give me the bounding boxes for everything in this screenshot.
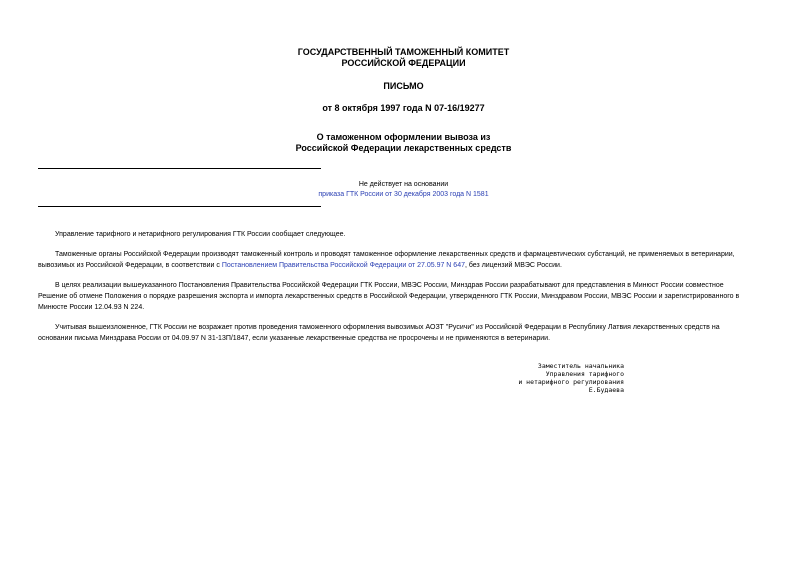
divider-top: [38, 168, 321, 169]
paragraph-3-line-2: Решение об отмене Положения о порядке разрешения экспорта и импорта лекарственных средств в Российской Федерации, утвержденного ГТК России, Минздравом России, МВЭС России и зарегистрированного в: [38, 293, 740, 300]
paragraph-2-line-2-end: , без лицензий МВЭС России.: [464, 262, 562, 269]
signature-position-line-1: Заместитель начальника: [537, 362, 624, 370]
signature-position-line-2: Управления тарифного: [545, 370, 624, 378]
paragraph-intro: [38, 229, 774, 240]
document-date-number: от 8 октября 1997 года N 07-16/19277: [322, 103, 485, 113]
paragraph-3-line-3: Минюсте России 12.04.93 N 224.: [38, 304, 145, 311]
document-title-line-1: О таможенном оформлении вывоза из: [316, 132, 491, 142]
paragraph-2-line-1: Таможенные органы Российской Федерации производят таможенный контроль и проводят таможенное оформление лекарственных средств и фармацевтических субстанций, не применяемых в ветеринарии,: [55, 251, 735, 258]
signature-position-line-3: и нетарифного регулирования: [518, 378, 624, 386]
paragraph-3-cont-1: [38, 291, 774, 302]
paragraph-3-line-1: В целях реализации вышеуказанного Постановления Правительства Российской Федерации ГТК России, МВЭС России, Минздрав России разрабатывают для представления в Минюст России совместное: [55, 282, 724, 289]
divider-bottom: [38, 206, 321, 207]
issuer-line-2: РОССИЙСКОЙ ФЕДЕРАЦИИ: [341, 58, 466, 68]
paragraph-2-cont: [38, 260, 774, 271]
paragraph-4-line-1: Учитывая вышеизложенное, ГТК России не возражает против проведения таможенного оформления вывозимых АОЗТ "Русичи" из Российской Федерации в Республику Латвия лекарственных средств на: [55, 324, 720, 331]
paragraph-3: [38, 280, 774, 291]
paragraph-2-line-2-start: вывозимых из Российской Федерации, в соответствии с: [38, 262, 222, 269]
paragraph-intro-text: Управление тарифного и нетарифного регулирования ГТК России сообщает следующее.: [55, 231, 346, 238]
signatory-name: Е.Будаева: [588, 386, 624, 394]
paragraph-4-line-2: основании письма Минздрава России от 04.09.97 N 31-13П/1847, если указанные лекарственные средства не просрочены и не применяются в ветеринарии.: [38, 335, 551, 342]
document-title-line-2: Российской Федерации лекарственных средств: [295, 143, 512, 153]
paragraph-4: [38, 322, 774, 333]
document-type: ПИСЬМО: [383, 81, 424, 91]
status-link-row: [0, 190, 807, 200]
paragraph-3-cont-2: [38, 302, 774, 313]
repeal-order-link[interactable]: приказа ГТК России от 30 декабря 2003 года N 1581: [318, 191, 489, 198]
issuer-line-1: ГОСУДАРСТВЕННЫЙ ТАМОЖЕННЫЙ КОМИТЕТ: [297, 47, 510, 57]
paragraph-2: [38, 249, 774, 260]
paragraph-4-cont: [38, 333, 774, 344]
status-note: Не действует на основании: [358, 181, 449, 188]
government-decree-link[interactable]: Постановлением Правительства Российской Федерации от 27.05.97 N 647: [221, 262, 465, 269]
